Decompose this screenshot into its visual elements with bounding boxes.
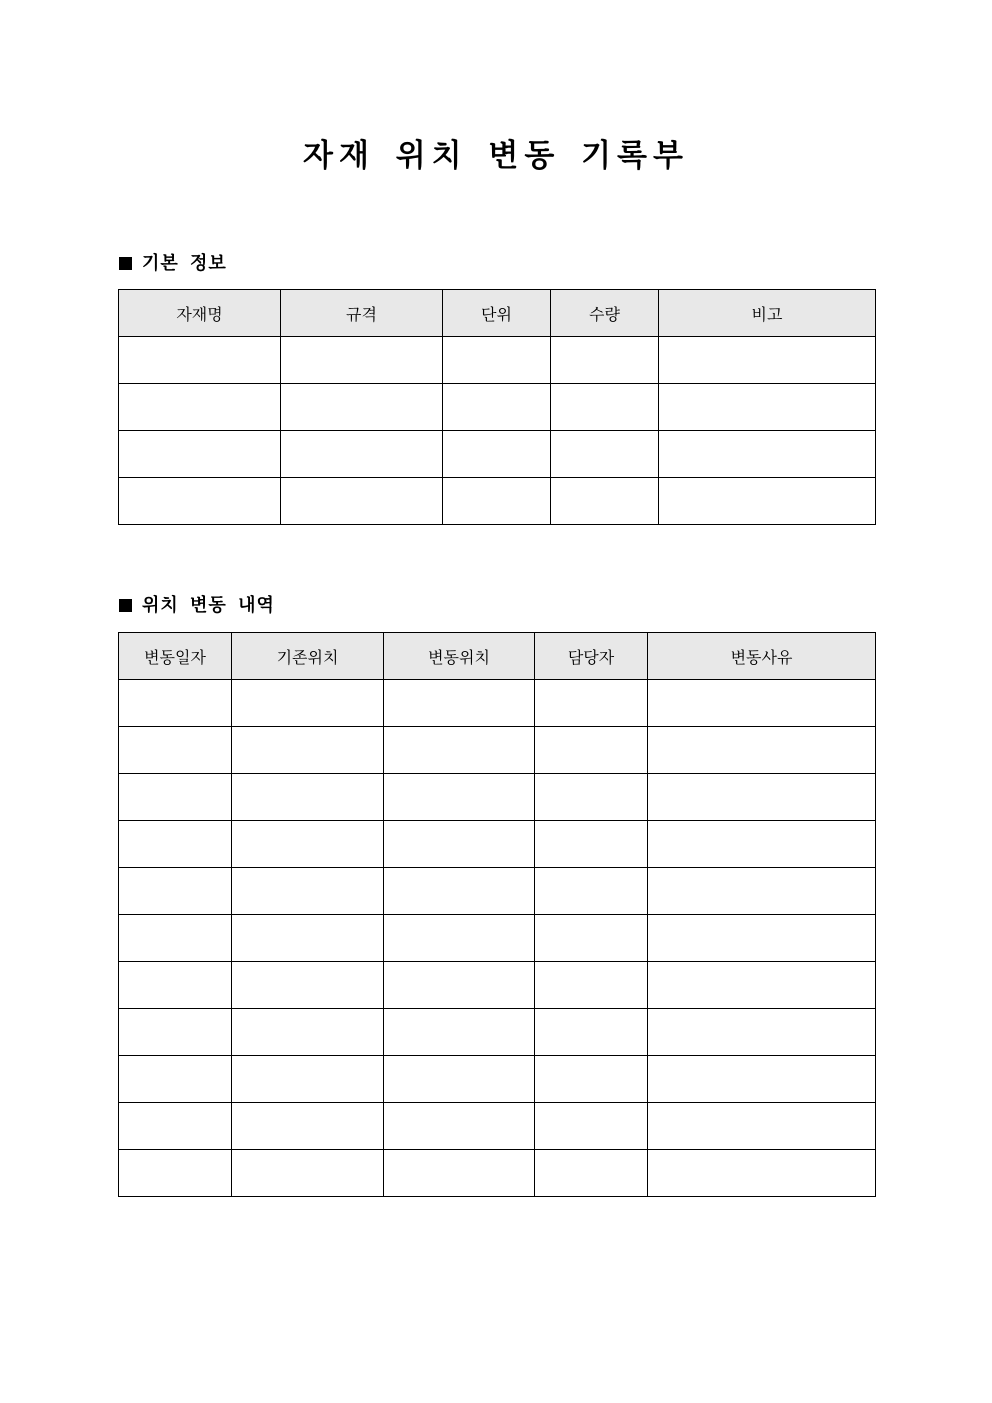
table-cell[interactable] [119,431,281,478]
table-cell[interactable] [535,1103,648,1150]
table-cell[interactable] [281,384,443,431]
table-cell[interactable] [443,431,551,478]
table-cell[interactable] [384,680,535,727]
table-cell[interactable] [535,774,648,821]
table-cell[interactable] [119,384,281,431]
table-cell[interactable] [648,821,876,868]
location-history-table [118,632,876,1197]
table-cell[interactable] [535,821,648,868]
table-row [119,1150,876,1197]
table-cell[interactable] [551,478,659,525]
table-cell[interactable] [232,1103,384,1150]
section-heading-label: 기본 정보 [142,253,227,274]
table-cell[interactable] [535,1150,648,1197]
column-header-spec: 규격 [281,290,443,337]
table-cell[interactable] [232,1150,384,1197]
table-cell[interactable] [384,1056,535,1103]
table-header-row [119,633,876,680]
table-cell[interactable] [648,868,876,915]
table-cell[interactable] [384,868,535,915]
section-heading-basic-info [119,251,227,277]
table-row [119,337,876,384]
column-header-new-location: 변동위치 [384,633,535,680]
table-cell[interactable] [119,1009,232,1056]
table-cell[interactable] [648,1150,876,1197]
table-row [119,774,876,821]
table-row [119,680,876,727]
table-cell[interactable] [119,727,232,774]
table-row [119,1103,876,1150]
table-cell[interactable] [384,962,535,1009]
table-cell[interactable] [551,384,659,431]
table-cell[interactable] [119,774,232,821]
column-header-change-date: 변동일자 [119,633,232,680]
table-cell[interactable] [443,337,551,384]
page-title: 자재 위치 변동 기록부 [303,138,689,174]
table-cell[interactable] [535,915,648,962]
table-cell[interactable] [535,680,648,727]
section-heading-location-history [119,593,275,619]
table-cell[interactable] [232,774,384,821]
table-cell[interactable] [119,915,232,962]
table-cell[interactable] [648,774,876,821]
table-cell[interactable] [384,727,535,774]
table-cell[interactable] [281,478,443,525]
table-cell[interactable] [384,774,535,821]
table-cell[interactable] [232,868,384,915]
table-cell[interactable] [232,821,384,868]
table-cell[interactable] [119,1056,232,1103]
table-row [119,821,876,868]
table-row [119,727,876,774]
table-cell[interactable] [384,1150,535,1197]
table-cell[interactable] [281,431,443,478]
table-row [119,478,876,525]
table-cell[interactable] [119,337,281,384]
table-row [119,962,876,1009]
table-cell[interactable] [535,1056,648,1103]
table-cell[interactable] [232,1056,384,1103]
square-bullet-icon [119,599,132,612]
table-cell[interactable] [648,962,876,1009]
column-header-change-reason: 변동사유 [648,633,876,680]
table-cell[interactable] [648,1056,876,1103]
table-cell[interactable] [535,1009,648,1056]
table-cell[interactable] [443,384,551,431]
table-cell[interactable] [232,915,384,962]
table-cell[interactable] [659,337,876,384]
table-cell[interactable] [648,1009,876,1056]
table-cell[interactable] [551,337,659,384]
table-cell[interactable] [659,384,876,431]
table-cell[interactable] [384,915,535,962]
table-cell[interactable] [535,962,648,1009]
table-row [119,915,876,962]
table-cell[interactable] [119,680,232,727]
table-cell[interactable] [232,680,384,727]
square-bullet-icon [119,257,132,270]
table-cell[interactable] [551,431,659,478]
column-header-unit: 단위 [443,290,551,337]
table-cell[interactable] [443,478,551,525]
table-cell[interactable] [281,337,443,384]
table-row [119,868,876,915]
table-cell[interactable] [535,868,648,915]
table-cell[interactable] [648,727,876,774]
table-cell[interactable] [119,1103,232,1150]
section-heading-label: 위치 변동 내역 [142,595,275,616]
table-header-row [119,290,876,337]
table-cell[interactable] [119,962,232,1009]
table-cell[interactable] [119,1150,232,1197]
table-cell[interactable] [535,727,648,774]
basic-info-table-body [119,337,876,525]
table-cell[interactable] [119,821,232,868]
column-header-person-in-charge: 담당자 [535,633,648,680]
table-row [119,384,876,431]
table-cell[interactable] [659,478,876,525]
table-cell[interactable] [232,962,384,1009]
table-cell[interactable] [384,1009,535,1056]
table-row [119,1009,876,1056]
location-history-table-body [119,680,876,1197]
column-header-quantity: 수량 [551,290,659,337]
table-cell[interactable] [119,868,232,915]
table-cell[interactable] [119,478,281,525]
column-header-material-name: 자재명 [119,290,281,337]
table-row [119,431,876,478]
table-cell[interactable] [648,680,876,727]
table-cell[interactable] [384,821,535,868]
table-cell[interactable] [648,1103,876,1150]
column-header-remarks: 비고 [659,290,876,337]
column-header-previous-location: 기존위치 [232,633,384,680]
table-cell[interactable] [384,1103,535,1150]
basic-info-table [118,289,876,525]
table-cell[interactable] [232,1009,384,1056]
table-cell[interactable] [648,915,876,962]
table-cell[interactable] [659,431,876,478]
table-row [119,1056,876,1103]
table-cell[interactable] [232,727,384,774]
